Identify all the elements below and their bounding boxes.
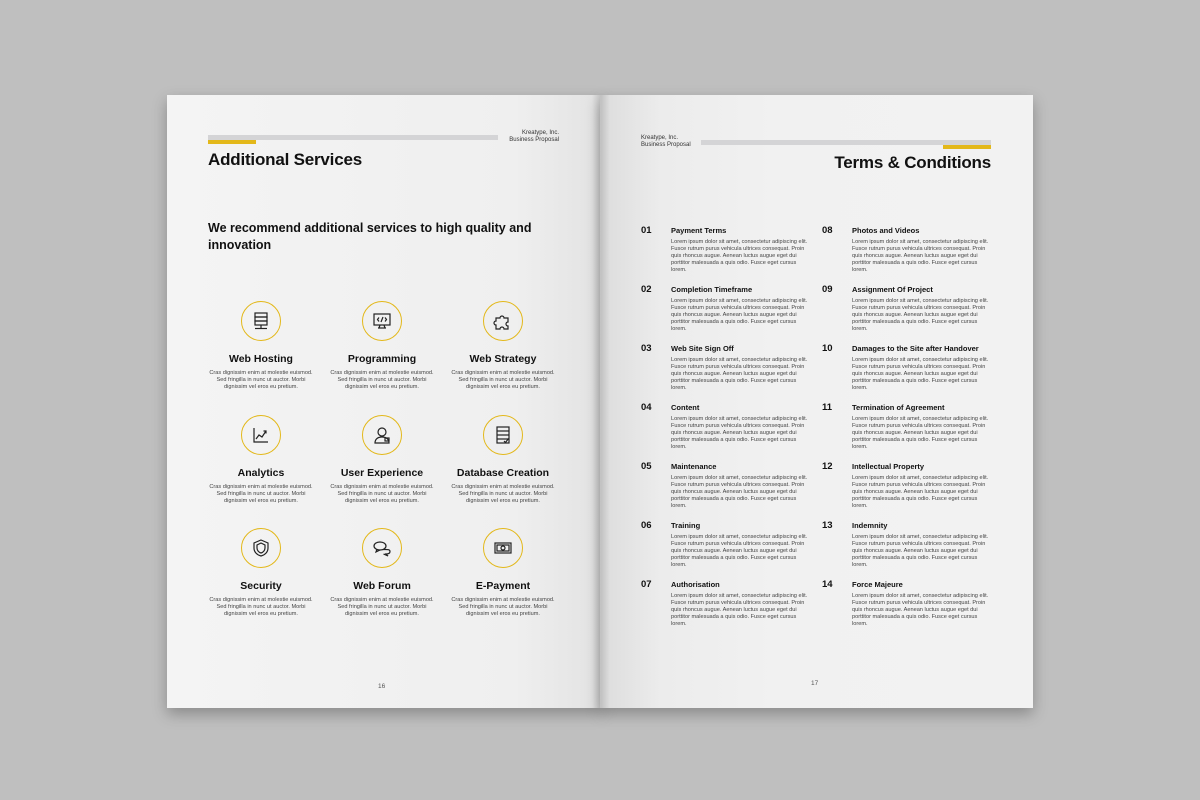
term-title: Authorisation bbox=[671, 580, 720, 589]
term-body: Lorem ipsum dolor sit amet, consectetur adipiscing elit. Fusce rutrum purus vehicula ultrices consequat. Proin quis rhoncus augue. Aenean luctus augue eget dui porttitor malesuada a quis odio. Fusce eget cursus lorem. bbox=[852, 298, 989, 332]
service-icon-ring bbox=[241, 528, 281, 568]
term-body: Lorem ipsum dolor sit amet, consectetur adipiscing elit. Fusce rutrum purus vehicula ultrices consequat. Proin quis rhoncus augue. Aenean luctus augue eget dui porttitor malesuada a quis odio. Fusce eget cursus lorem. bbox=[852, 239, 989, 273]
service-title: Database Creation bbox=[456, 467, 550, 479]
section-subtitle: We recommend additional services to high quality and innovation bbox=[208, 221, 532, 252]
term-title: Assignment Of Project bbox=[852, 285, 933, 294]
page-title: Terms & Conditions bbox=[834, 153, 991, 172]
term-body: Lorem ipsum dolor sit amet, consectetur adipiscing elit. Fusce rutrum purus vehicula ultrices consequat. Proin quis rhoncus augue. Aenean luctus augue eget dui porttitor malesuada a quis odio. Fusce eget cursus lorem. bbox=[671, 534, 808, 568]
user-icon bbox=[372, 425, 392, 445]
term-number: 08 bbox=[822, 225, 833, 236]
term-body: Lorem ipsum dolor sit amet, consectetur adipiscing elit. Fusce rutrum purus vehicula ultrices consequat. Proin quis rhoncus augue. Aenean luctus augue eget dui porttitor malesuada a quis odio. Fusce eget cursus lorem. bbox=[852, 416, 989, 450]
term-title: Maintenance bbox=[671, 462, 717, 471]
header-accent bbox=[208, 140, 256, 144]
service-security bbox=[206, 528, 316, 618]
term-title: Web Site Sign Off bbox=[671, 344, 734, 353]
puzzle-icon bbox=[493, 311, 513, 331]
term-title: Training bbox=[671, 521, 701, 530]
service-e-payment bbox=[448, 528, 558, 618]
term-title: Force Majeure bbox=[852, 580, 903, 589]
term-number: 01 bbox=[641, 225, 652, 236]
term-body: Lorem ipsum dolor sit amet, consectetur adipiscing elit. Fusce rutrum purus vehicula ultrices consequat. Proin quis rhoncus augue. Aenean luctus augue eget dui porttitor malesuada a quis odio. Fusce eget cursus lorem. bbox=[852, 475, 989, 509]
code-monitor-icon bbox=[372, 311, 392, 331]
service-icon-ring bbox=[362, 528, 402, 568]
term-number: 12 bbox=[822, 461, 833, 472]
term-body: Lorem ipsum dolor sit amet, consectetur adipiscing elit. Fusce rutrum purus vehicula ultrices consequat. Proin quis rhoncus augue. Aenean luctus augue eget dui porttitor malesuada a quis odio. Fusce eget cursus lorem. bbox=[671, 475, 808, 509]
chat-bubbles-icon bbox=[372, 538, 392, 558]
term-number: 09 bbox=[822, 284, 833, 295]
service-icon-ring bbox=[483, 528, 523, 568]
term-title: Photos and Videos bbox=[852, 226, 920, 235]
right-page bbox=[600, 95, 1033, 708]
service-description: Cras dignissim enim at molestie euismod. Sed fringilla in nunc ut auctor. Morbi dignissim vel eros eu pretium. bbox=[209, 370, 313, 390]
term-body: Lorem ipsum dolor sit amet, consectetur adipiscing elit. Fusce rutrum purus vehicula ultrices consequat. Proin quis rhoncus augue. Aenean luctus augue eget dui porttitor malesuada a quis odio. Fusce eget cursus lorem. bbox=[671, 416, 808, 450]
service-database-creation bbox=[448, 415, 558, 505]
term-number: 04 bbox=[641, 402, 652, 413]
service-description: Cras dignissim enim at molestie euismod. Sed fringilla in nunc ut auctor. Morbi dignissim vel eros eu pretium. bbox=[209, 597, 313, 617]
service-icon-ring bbox=[483, 415, 523, 455]
service-icon-ring bbox=[241, 301, 281, 341]
company-name: Kreatype, Inc. bbox=[641, 135, 679, 141]
service-web-strategy bbox=[448, 301, 558, 391]
document-type: Business Proposal bbox=[509, 137, 559, 143]
service-programming bbox=[327, 301, 437, 391]
service-icon-ring bbox=[362, 415, 402, 455]
term-title: Payment Terms bbox=[671, 226, 727, 235]
service-title: Web Forum bbox=[353, 580, 411, 592]
analytics-chart-icon bbox=[251, 425, 271, 445]
service-title: Web Strategy bbox=[469, 353, 537, 365]
service-description: Cras dignissim enim at molestie euismod. Sed fringilla in nunc ut auctor. Morbi dignissim vel eros eu pretium. bbox=[451, 370, 555, 390]
term-title: Content bbox=[671, 403, 700, 412]
document-type: Business Proposal bbox=[641, 142, 691, 148]
term-number: 02 bbox=[641, 284, 652, 295]
term-number: 10 bbox=[822, 343, 833, 354]
service-title: Analytics bbox=[237, 467, 285, 479]
term-body: Lorem ipsum dolor sit amet, consectetur adipiscing elit. Fusce rutrum purus vehicula ultrices consequat. Proin quis rhoncus augue. Aenean luctus augue eget dui porttitor malesuada a quis odio. Fusce eget cursus lorem. bbox=[671, 298, 808, 332]
term-number: 06 bbox=[641, 520, 652, 531]
service-title: Programming bbox=[347, 353, 417, 365]
banknote-icon bbox=[493, 538, 513, 558]
term-number: 13 bbox=[822, 520, 833, 531]
term-body: Lorem ipsum dolor sit amet, consectetur adipiscing elit. Fusce rutrum purus vehicula ultrices consequat. Proin quis rhoncus augue. Aenean luctus augue eget dui porttitor malesuada a quis odio. Fusce eget cursus lorem. bbox=[852, 534, 989, 568]
page-number: 16 bbox=[378, 683, 386, 690]
company-name: Kreatype, Inc. bbox=[521, 130, 559, 136]
service-web-hosting bbox=[206, 301, 316, 391]
service-description: Cras dignissim enim at molestie euismod. Sed fringilla in nunc ut auctor. Morbi dignissim vel eros eu pretium. bbox=[451, 597, 555, 617]
service-description: Cras dignissim enim at molestie euismod. Sed fringilla in nunc ut auctor. Morbi dignissim vel eros eu pretium. bbox=[330, 597, 434, 617]
term-number: 11 bbox=[822, 402, 833, 413]
term-body: Lorem ipsum dolor sit amet, consectetur adipiscing elit. Fusce rutrum purus vehicula ultrices consequat. Proin quis rhoncus augue. Aenean luctus augue eget dui porttitor malesuada a quis odio. Fusce eget cursus lorem. bbox=[852, 357, 989, 391]
term-number: 03 bbox=[641, 343, 652, 354]
database-icon bbox=[493, 425, 513, 445]
header-accent bbox=[943, 145, 991, 149]
service-title: Security bbox=[240, 580, 282, 592]
service-analytics bbox=[206, 415, 316, 505]
term-body: Lorem ipsum dolor sit amet, consectetur adipiscing elit. Fusce rutrum purus vehicula ultrices consequat. Proin quis rhoncus augue. Aenean luctus augue eget dui porttitor malesuada a quis odio. Fusce eget cursus lorem. bbox=[671, 593, 808, 627]
page-number: 17 bbox=[811, 680, 819, 687]
service-description: Cras dignissim enim at molestie euismod. Sed fringilla in nunc ut auctor. Morbi dignissim vel eros eu pretium. bbox=[330, 484, 434, 504]
term-title: Completion Timeframe bbox=[671, 285, 753, 294]
term-number: 07 bbox=[641, 579, 652, 590]
term-body: Lorem ipsum dolor sit amet, consectetur adipiscing elit. Fusce rutrum purus vehicula ultrices consequat. Proin quis rhoncus augue. Aenean luctus augue eget dui porttitor malesuada a quis odio. Fusce eget cursus lorem. bbox=[852, 593, 989, 627]
term-title: Termination of Agreement bbox=[852, 403, 945, 412]
term-number: 05 bbox=[641, 461, 652, 472]
server-icon bbox=[251, 311, 271, 331]
service-icon-ring bbox=[483, 301, 523, 341]
header-company bbox=[641, 135, 691, 149]
term-title: Intellectual Property bbox=[852, 462, 925, 471]
book-spine-shadow bbox=[592, 95, 610, 708]
service-web-forum bbox=[327, 528, 437, 618]
service-icon-ring bbox=[241, 415, 281, 455]
term-title: Indemnity bbox=[852, 521, 888, 530]
service-title: E-Payment bbox=[475, 580, 531, 592]
service-user-experience bbox=[327, 415, 437, 505]
left-page bbox=[167, 95, 603, 708]
shield-icon bbox=[251, 538, 271, 558]
page-title: Additional Services bbox=[208, 150, 362, 169]
service-description: Cras dignissim enim at molestie euismod. Sed fringilla in nunc ut auctor. Morbi dignissim vel eros eu pretium. bbox=[330, 370, 434, 390]
service-title: User Experience bbox=[340, 467, 424, 479]
service-icon-ring bbox=[362, 301, 402, 341]
term-title: Damages to the Site after Handover bbox=[852, 344, 979, 353]
term-body: Lorem ipsum dolor sit amet, consectetur adipiscing elit. Fusce rutrum purus vehicula ultrices consequat. Proin quis rhoncus augue. Aenean luctus augue eget dui porttitor malesuada a quis odio. Fusce eget cursus lorem. bbox=[671, 239, 808, 273]
service-title: Web Hosting bbox=[229, 353, 293, 365]
term-number: 14 bbox=[822, 579, 833, 590]
service-description: Cras dignissim enim at molestie euismod. Sed fringilla in nunc ut auctor. Morbi dignissim vel eros eu pretium. bbox=[451, 484, 555, 504]
term-body: Lorem ipsum dolor sit amet, consectetur adipiscing elit. Fusce rutrum purus vehicula ultrices consequat. Proin quis rhoncus augue. Aenean luctus augue eget dui porttitor malesuada a quis odio. Fusce eget cursus lorem. bbox=[671, 357, 808, 391]
service-description: Cras dignissim enim at molestie euismod. Sed fringilla in nunc ut auctor. Morbi dignissim vel eros eu pretium. bbox=[209, 484, 313, 504]
header-company bbox=[509, 130, 559, 144]
